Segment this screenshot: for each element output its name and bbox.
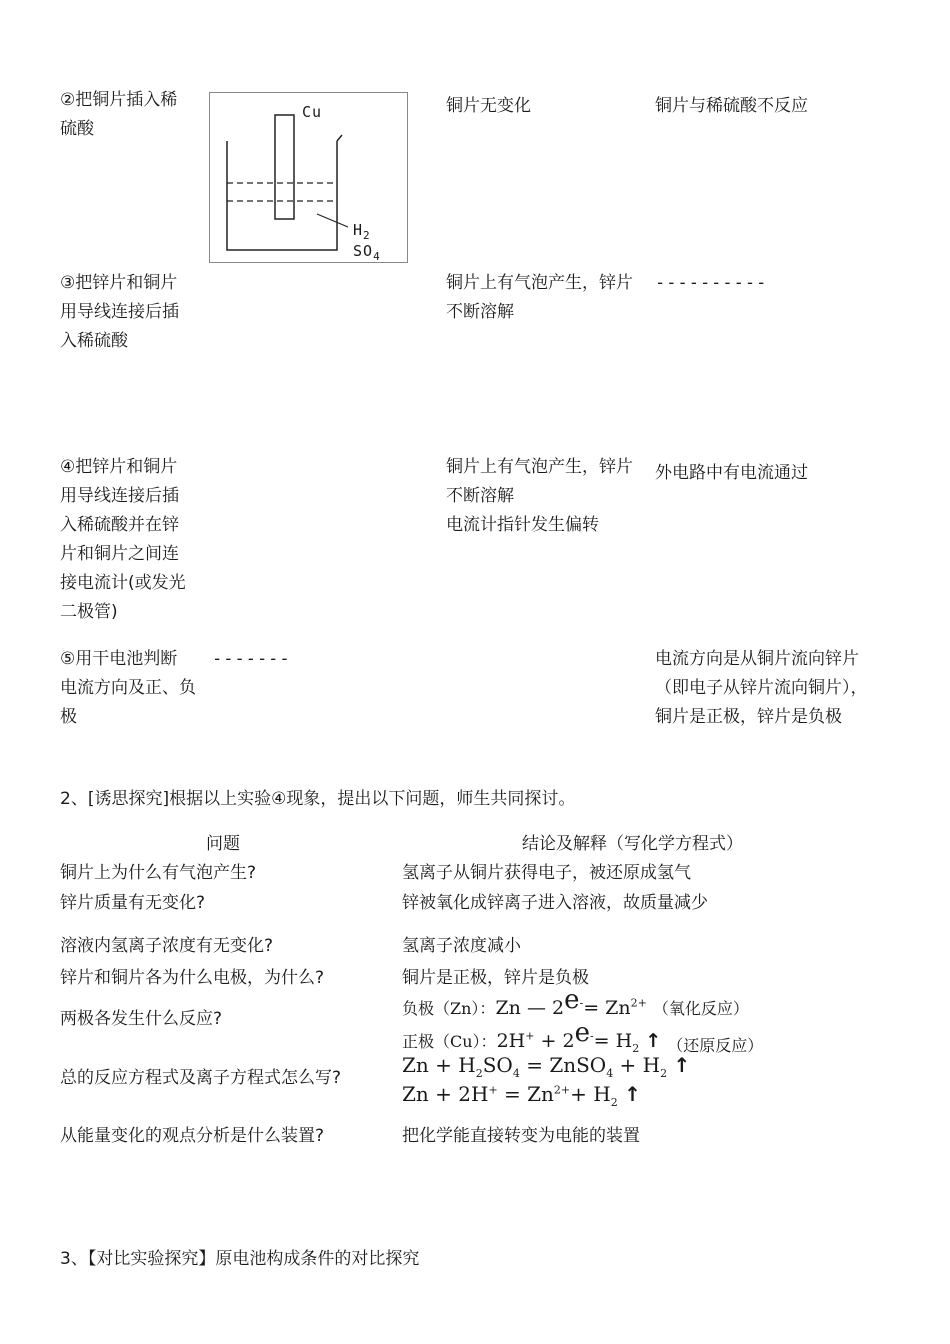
- total-equation: [402, 1053, 690, 1080]
- step-line: 入稀硫酸: [60, 331, 128, 351]
- answer-7: 把化学能直接转变为电能的装置: [402, 1126, 640, 1146]
- total-znso: ZnSO: [549, 1053, 607, 1077]
- neg-ion-sup: 2+: [630, 996, 647, 1010]
- phenomenon-line: 铜片上有气泡产生，锌片: [446, 273, 633, 293]
- question-1: 铜片上为什么有气泡产生?: [60, 863, 257, 883]
- conclusion-line: 电流方向是从铜片流向锌片: [655, 649, 859, 669]
- conclusion-line: 铜片与稀硫酸不反应: [655, 96, 808, 116]
- beaker-diagram: [209, 92, 408, 263]
- step-line: ⑤用干电池判断: [60, 649, 178, 669]
- ionic-plus: +: [570, 1082, 587, 1106]
- ionic-plus: +: [435, 1082, 452, 1106]
- step-line: ④把锌片和铜片: [60, 457, 178, 477]
- step-line: 片和铜片之间连: [60, 544, 179, 564]
- label-leader-line: [317, 214, 348, 227]
- total-znso-sub: 4: [606, 1067, 614, 1080]
- column-header-question: 问题: [206, 834, 240, 854]
- answer-3: 氢离子浓度减小: [402, 936, 521, 956]
- conclusion-line: （即电子从锌片流向铜片），: [655, 678, 868, 698]
- phenomenon-line: 铜片上有气泡产生，锌片: [446, 457, 633, 477]
- question-2: 锌片质量有无变化?: [60, 893, 206, 913]
- total-h2: H: [642, 1053, 661, 1077]
- total-h-sub: 2: [475, 1067, 483, 1080]
- section-3-title: 3、【对比实验探究】原电池构成条件的对比探究: [60, 1249, 420, 1269]
- step-line: 电流方向及正、负: [60, 678, 196, 698]
- phenomenon-line: 铜片无变化: [446, 96, 531, 116]
- question-6: 总的反应方程式及离子方程式怎么写?: [60, 1068, 342, 1088]
- experiment-conclusion-3: [655, 269, 767, 298]
- neg-note: （氧化反应）: [652, 999, 749, 1018]
- experiment-step-2: [60, 86, 177, 144]
- ionic-zn: Zn: [402, 1082, 429, 1106]
- neg-ion: Zn: [605, 997, 631, 1019]
- conclusion-line: 外电路中有电流通过: [655, 463, 808, 483]
- pos-two: 2: [562, 1030, 575, 1052]
- ionic-eq: =: [504, 1082, 521, 1106]
- experiment-phenomenon-4: [446, 453, 633, 540]
- neg-minus: —: [526, 997, 546, 1019]
- neg-label: 负极（Zn）：: [402, 999, 496, 1018]
- pos-h: 2H: [496, 1030, 526, 1052]
- ionic-h-sup: +: [488, 1083, 498, 1097]
- pos-eq: =: [593, 1030, 610, 1052]
- answer-4: 铜片是正极，锌片是负极: [402, 968, 589, 988]
- h2so4-label: [353, 221, 407, 263]
- phenomenon-line: 不断溶解: [446, 486, 514, 506]
- neg-two: 2: [551, 997, 565, 1019]
- step-line: 入稀硫酸并在锌: [60, 515, 179, 535]
- step-line: 用导线连接后插: [60, 486, 179, 506]
- acid-sub: 2: [363, 229, 371, 242]
- step-line: 极: [60, 707, 77, 727]
- ionic-h2: H: [593, 1082, 611, 1106]
- pos-h-sup: +: [525, 1029, 535, 1043]
- neg-e-sup: -: [579, 996, 584, 1010]
- gas-arrow-icon: ↑: [645, 1030, 662, 1052]
- pos-e: e: [574, 1018, 590, 1048]
- neg-e: e: [564, 985, 580, 1015]
- experiment-conclusion-4: [655, 459, 808, 488]
- ionic-equation: [402, 1082, 641, 1109]
- positive-electrode-equation: [402, 1018, 764, 1055]
- experiment-step-3: [60, 269, 179, 356]
- ionic-h: 2H: [458, 1082, 489, 1106]
- question-3: 溶液内氢离子浓度有无变化?: [60, 936, 274, 956]
- experiment-conclusion-2: [655, 92, 808, 121]
- total-so-sub: 4: [512, 1067, 520, 1080]
- step-line: 用导线连接后插: [60, 302, 179, 322]
- ionic-ion: Zn: [527, 1082, 554, 1106]
- conclusion-line: ----------: [655, 273, 768, 293]
- experiment-figure-5-dash: -------: [212, 649, 291, 669]
- acid-sub: 4: [373, 250, 381, 263]
- pos-label: 正极（Cu）：: [402, 1032, 497, 1051]
- negative-electrode-equation: [402, 985, 749, 1021]
- step-line: 硫酸: [60, 119, 94, 139]
- pos-h2: H: [615, 1030, 633, 1052]
- cu-label: Cu: [302, 103, 323, 121]
- gas-arrow-icon: ↑: [673, 1053, 691, 1077]
- pos-note: （还原反应）: [667, 1036, 764, 1055]
- acid-h: H: [353, 221, 364, 239]
- copper-plate: [275, 115, 294, 219]
- experiment-conclusion-5: [655, 645, 868, 732]
- pos-h2-sub: 2: [632, 1041, 640, 1055]
- total-h: H: [458, 1053, 476, 1077]
- experiment-phenomenon-2: [446, 92, 531, 121]
- total-plus: +: [619, 1053, 637, 1077]
- acid-so: SO: [353, 242, 374, 260]
- total-h2-sub: 2: [660, 1067, 668, 1080]
- neg-zn: Zn: [495, 997, 521, 1019]
- total-plus: +: [435, 1053, 452, 1077]
- answer-1: 氢离子从铜片获得电子，被还原成氢气: [402, 863, 691, 883]
- question-7: 从能量变化的观点分析是什么装置?: [60, 1126, 325, 1146]
- experiment-step-5: [60, 645, 196, 732]
- total-so: SO: [482, 1053, 513, 1077]
- question-4: 锌片和铜片各为什么电极，为什么?: [60, 968, 325, 988]
- phenomenon-line: 不断溶解: [446, 302, 514, 322]
- column-header-answer: 结论及解释（写化学方程式）: [522, 834, 743, 854]
- pos-e-sup: -: [589, 1029, 594, 1043]
- beaker-outline: [227, 141, 337, 250]
- step-line: 二极管): [60, 602, 118, 622]
- step-line: 接电流计(或发光: [60, 573, 186, 593]
- step-line: ②把铜片插入稀: [60, 90, 178, 110]
- experiment-phenomenon-3: [446, 269, 633, 327]
- gas-arrow-icon: ↑: [624, 1082, 641, 1106]
- conclusion-line: 铜片是正极，锌片是负极: [655, 707, 842, 727]
- question-5: 两极各发生什么反应?: [60, 1009, 223, 1029]
- ionic-h2-sub: 2: [610, 1096, 618, 1109]
- neg-eq: =: [583, 997, 600, 1019]
- beaker-lip: [337, 135, 342, 141]
- total-eq: =: [526, 1053, 543, 1077]
- total-zn: Zn: [402, 1053, 429, 1077]
- answer-2: 锌被氧化成锌离子进入溶液，故质量减少: [402, 893, 708, 913]
- ionic-ion-sup: 2+: [553, 1083, 571, 1097]
- section-2-title: 2、[诱思探究]根据以上实验④现象，提出以下问题，师生共同探讨。: [60, 789, 576, 809]
- phenomenon-line: 电流计指针发生偏转: [446, 515, 599, 535]
- experiment-step-4: [60, 453, 186, 627]
- pos-plus: +: [540, 1030, 557, 1052]
- step-line: ③把锌片和铜片: [60, 273, 178, 293]
